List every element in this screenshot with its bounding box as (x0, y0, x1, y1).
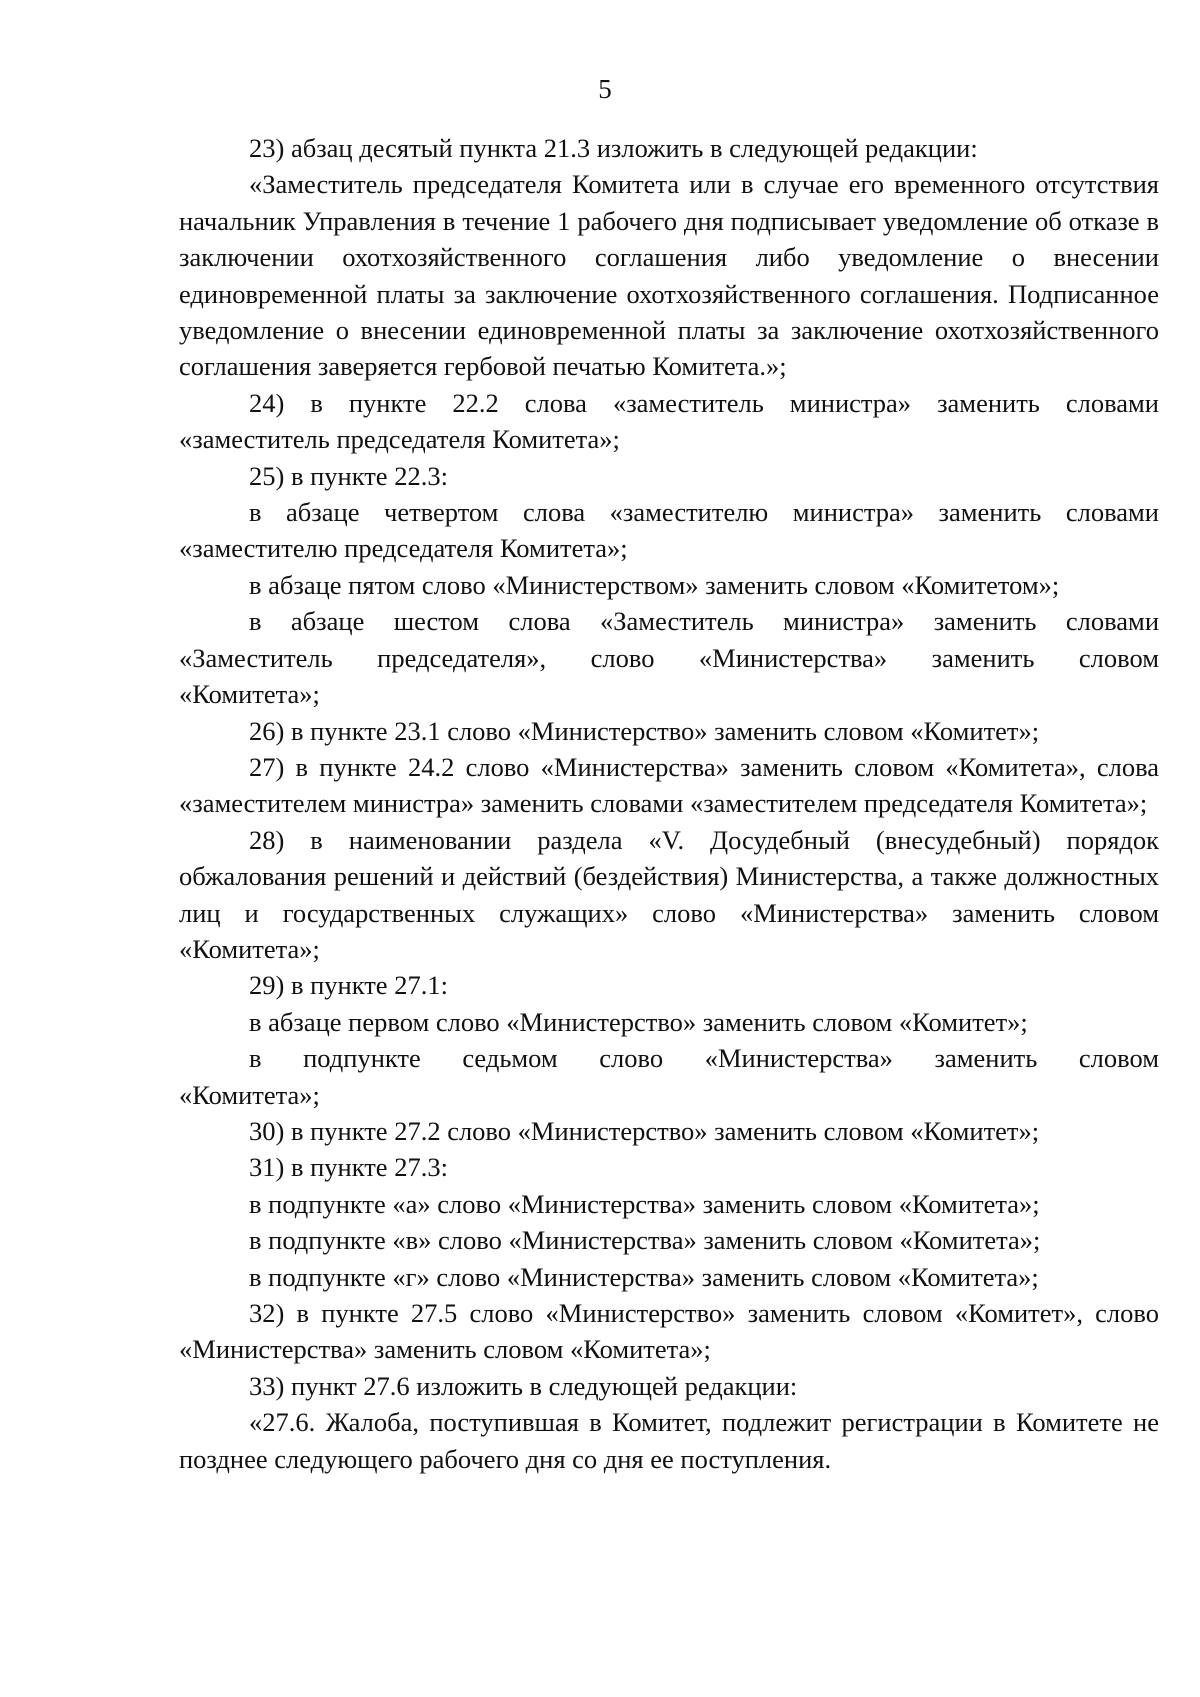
paragraph-item-25: 25) в пункте 22.3: (249, 460, 448, 491)
paragraph-item-27: 27) в пункте 24.2 слово «Министерства» заменить словом «Комитета», слова «заместителем министра» заменить словами «заместителем председателя Комитета»; (179, 751, 1159, 819)
paragraph-item-25-abzac-5: в абзаце пятом слово «Министерством» заменить словом «Комитетом»; (249, 569, 1060, 600)
page-number: 5 (598, 74, 612, 104)
paragraph-item-28: 28) в наименовании раздела «V. Досудебный (внесудебный) порядок обжалования решений и действий (бездействия) Министерства, а также должностных лиц и государственных служащих» слово «Министерства» заменить словом «Комитета»; (179, 824, 1159, 964)
paragraph-item-29-subitem-7-tail: «Комитета»; (179, 1079, 320, 1110)
paragraph-item-31-subitem-g: в подпункте «г» слово «Министерства» заменить словом «Комитета»; (249, 1261, 1039, 1292)
paragraph-item-30: 30) в пункте 27.2 слово «Министерство» заменить словом «Комитет»; (249, 1115, 1040, 1146)
paragraph-quote-27-6: «27.6. Жалоба, поступившая в Комитет, подлежит регистрации в Комитете не позднее следующего рабочего дня со дня ее поступления. (179, 1407, 1159, 1474)
paragraph-item-31-subitem-a: в подпункте «а» слово «Министерства» заменить словом «Комитета»; (249, 1188, 1040, 1219)
paragraph-quote-deputy-chairman: «Заместитель председателя Комитета или в случае его временного отсутствия начальник Управления в течение 1 рабочего дня подписывает уведомление об отказе в заключении охотхозяйственного соглашения либо уведомление о внесении единовременной платы за заключение охотхозяйственного соглашения. Подписанное уведомление о внесении единовременной платы за заключение охотхозяйственного соглашения заверяется гербовой печатью Комитета.»; (179, 169, 1159, 382)
paragraph-item-33: 33) пункт 27.6 изложить в следующей редакции: (249, 1370, 798, 1401)
paragraph-item-29-subitem-7: в подпункте седьмом слово «Министерства» заменить словом (249, 1043, 1159, 1074)
paragraph-item-31: 31) в пункте 27.3: (249, 1152, 448, 1183)
paragraph-item-26: 26) в пункте 23.1 слово «Министерство» заменить словом «Комитет»; (249, 715, 1040, 746)
paragraph-item-29: 29) в пункте 27.1: (249, 970, 448, 1001)
paragraph-item-29-abzac-1: в абзаце первом слово «Министерство» заменить словом «Комитет»; (249, 1006, 1028, 1037)
paragraph-item-32: 32) в пункте 27.5 слово «Министерство» заменить словом «Комитет», слово «Министерства» заменить словом «Комитета»; (179, 1298, 1159, 1365)
paragraph-item-24: 24) в пункте 22.2 слова «заместитель министра» заменить словами «заместитель председателя Комитета»; (179, 387, 1159, 455)
paragraph-item-23: 23) абзац десятый пункта 21.3 изложить в следующей редакции: (249, 133, 978, 163)
paragraph-item-31-subitem-v: в подпункте «в» слово «Министерства» заменить словом «Комитета»; (249, 1225, 1041, 1256)
paragraph-item-25-abzac-6-tail: «Комитета»; (179, 679, 320, 710)
document-body (179, 130, 1159, 1477)
paragraph-item-25-abzac-6: в абзаце шестом слова «Заместитель министра» заменить словами «Заместитель председателя», слово «Министерства» заменить словом (179, 606, 1159, 673)
paragraph-item-25-abzac-4: в абзаце четвертом слова «заместителю министра» заменить словами «заместителю председателя Комитета»; (179, 497, 1159, 564)
